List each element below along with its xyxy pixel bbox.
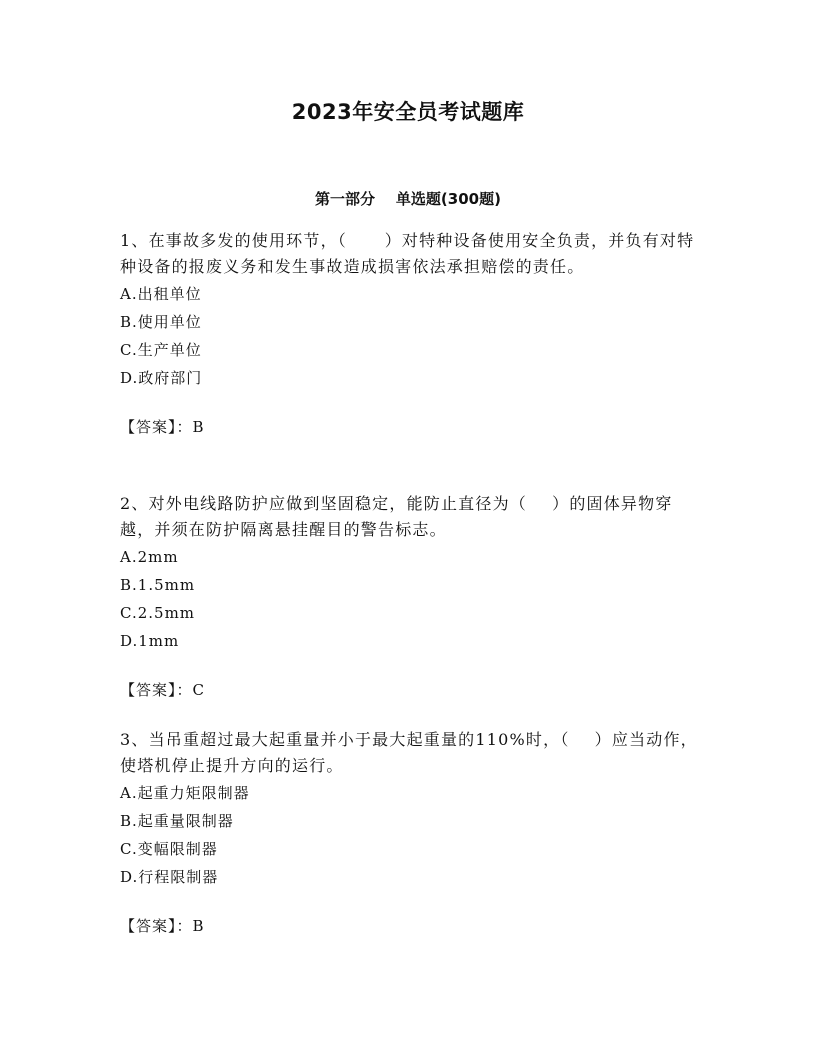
option-a: A.2mm xyxy=(120,548,179,566)
option-c: C.生产单位 xyxy=(120,341,202,359)
question-3 xyxy=(120,727,700,940)
answer-line xyxy=(120,676,700,704)
answer-value: B xyxy=(192,917,205,935)
option-b: B.起重量限制器 xyxy=(120,812,234,830)
question-1 xyxy=(120,228,700,441)
question-2 xyxy=(120,491,700,704)
answer-line xyxy=(120,413,700,441)
answer-value: B xyxy=(192,418,205,436)
question-text: 3、当吊重超过最大起重量并小于最大起重量的110%时，（ ）应当动作，使塔机停止提升方向的运行。 xyxy=(120,730,698,775)
option-b: B.1.5mm xyxy=(120,576,196,594)
section-title: 第一部分 单选题(300题) xyxy=(315,190,501,208)
answer-label: 【答案】： xyxy=(120,681,193,699)
answer-label: 【答案】： xyxy=(120,418,193,436)
answer-line xyxy=(120,912,700,940)
document-title: 2023年安全员考试题库 xyxy=(291,100,525,124)
option-d: D.1mm xyxy=(120,632,180,650)
answer-label: 【答案】： xyxy=(120,917,193,935)
question-text: 1、在事故多发的使用环节，（ ）对特种设备使用安全负责，并负有对特种设备的报废义务和发生事故造成损害依法承担赔偿的责任。 xyxy=(120,231,695,276)
answer-value: C xyxy=(192,681,205,699)
option-a: A.起重力矩限制器 xyxy=(120,784,250,802)
option-a: A.出租单位 xyxy=(120,285,202,303)
option-d: D.行程限制器 xyxy=(120,868,219,886)
question-text: 2、对外电线路防护应做到坚固稳定，能防止直径为（ ）的固体异物穿越，并须在防护隔离悬挂醒目的警告标志。 xyxy=(120,494,673,539)
option-c: C.2.5mm xyxy=(120,604,196,622)
option-d: D.政府部门 xyxy=(120,369,203,387)
option-c: C.变幅限制器 xyxy=(120,840,218,858)
option-b: B.使用单位 xyxy=(120,313,202,331)
